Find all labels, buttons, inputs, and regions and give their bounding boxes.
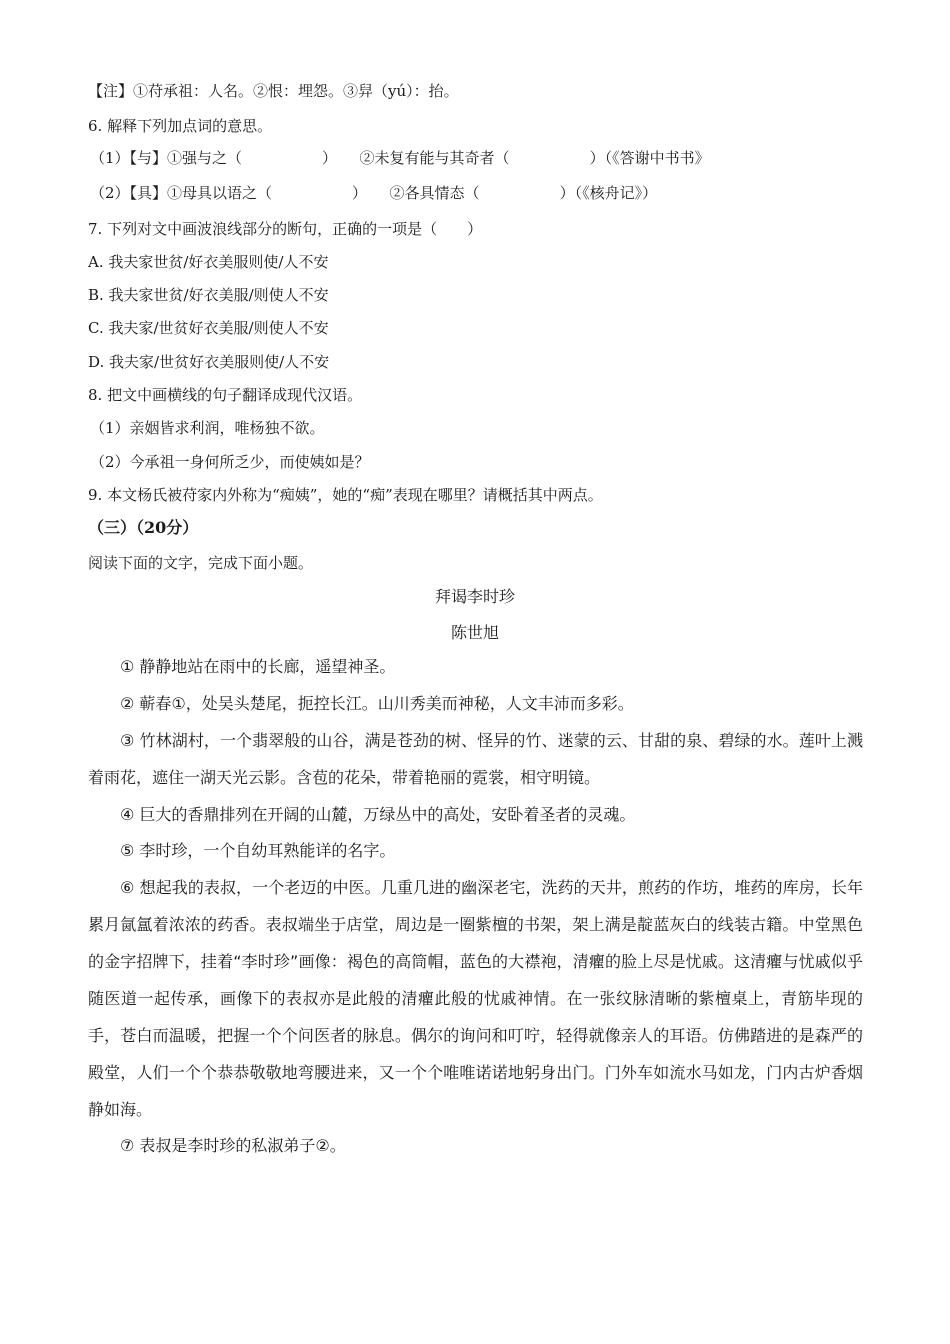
article-paragraph-2: ② 蕲春①，处吴头楚尾，扼控长江。山川秀美而神秘，人文丰沛而多彩。 <box>120 694 634 713</box>
question-7-option-d[interactable]: D. 我夫家/世贫好衣美服则使/人不安 <box>88 353 330 371</box>
annotation-note: 【注】①苻承祖：人名。②恨：埋怨。③舁（yú）：抬。 <box>88 82 459 100</box>
question-8-item-2: （2）今承祖一身何所乏少，而使姨如是？ <box>90 453 370 471</box>
article-title: 拜谒李时珍 <box>434 587 515 606</box>
question-6-item-1 <box>90 148 890 168</box>
question-7-option-a[interactable]: A. 我夫家世贫/好衣美服则使/人不安 <box>88 253 329 271</box>
article-paragraph-6: ⑥ 想起我的表叔，一个老迈的中医。几重几进的幽深老宅，洗药的天井，煎药的作坊，堆药的库房，长年累月氤氲着浓浓的药香。表叔端坐于店堂，周边是一圈紫檀的书架，架上满是靛蓝灰白的线装古籍。中堂黑色的金字招牌下，挂着“李时珍”画像：褐色的高筒帽，蓝色的大襟袍，清癯的脸上尽是忧戚。这清癯与忧戚似乎随医道一起传承，画像下的表叔亦是此般的清癯此般的忧戚神情。在一张纹脉清晰的紫檀桌上，青筋毕现的手，苍白而温暖，把握一个个问医者的脉息。偶尔的询问和叮咛，轻得就像亲人的耳语。仿佛踏进的是森严的殿堂，人们一个个恭恭敬敬地弯腰进来，又一个个唯唯诺诺地躬身出门。门外车如流水马如龙，门内古炉香烟静如海。 <box>88 878 863 1119</box>
article-paragraph-1: ① 静静地站在雨中的长廊，遥望神圣。 <box>120 657 396 676</box>
question-9-title: 9. 本文杨氏被苻家内外称为“痴姨”，她的“痴”表现在哪里？请概括其中两点。 <box>88 486 603 504</box>
question-8-title: 8. 把文中画横线的句子翻译成现代汉语。 <box>88 386 363 404</box>
q6-2-part-a: （2）【具】①母具以语之（ <box>90 184 273 202</box>
article-paragraph-5: ⑤ 李时珍，一个自幼耳熟能详的名字。 <box>120 841 396 860</box>
question-6-title: 6. 解释下列加点词的意思。 <box>88 117 273 135</box>
section-3-instruction: 阅读下面的文字，完成下面小题。 <box>88 554 314 572</box>
q6-2-part-c: ）（《核舟记》） <box>559 184 658 202</box>
question-7-title: 7. 下列对文中画波浪线部分的断句，正确的一项是（ ） <box>88 220 483 238</box>
q6-1-part-c: ）（《答谢中书书》 <box>589 149 710 167</box>
question-6-item-2 <box>90 183 890 203</box>
article-paragraph-3: ③ 竹林湖村，一个翡翠般的山谷，满是苍劲的树、怪异的竹、迷蒙的云、甘甜的泉、碧绿的水。莲叶上溅着雨花，遮住一湖天光云影。含苞的花朵，带着艳丽的霓裳，相守明镜。 <box>88 731 863 787</box>
question-8-item-1: （1）亲姻皆求利润，唯杨独不欲。 <box>90 419 325 437</box>
question-7-option-c[interactable]: C. 我夫家/世贫好衣美服/则使人不安 <box>88 319 329 337</box>
article-author: 陈世旭 <box>450 623 499 642</box>
q6-1-part-b: ） ②未复有能与其奇者（ <box>322 149 510 167</box>
section-3-heading: （三）（20分） <box>88 518 199 537</box>
q6-1-part-a: （1）【与】①强与之（ <box>90 149 243 167</box>
q6-2-part-b: ） ②各具情态（ <box>352 184 480 202</box>
article-paragraph-7: ⑦ 表叔是李时珍的私淑弟子②。 <box>120 1136 346 1155</box>
article-paragraph-4: ④ 巨大的香鼎排列在开阔的山麓，万绿丛中的高处，安卧着圣者的灵魂。 <box>120 805 636 824</box>
question-7-option-b[interactable]: B. 我夫家世贫/好衣美服/则使人不安 <box>88 286 329 304</box>
